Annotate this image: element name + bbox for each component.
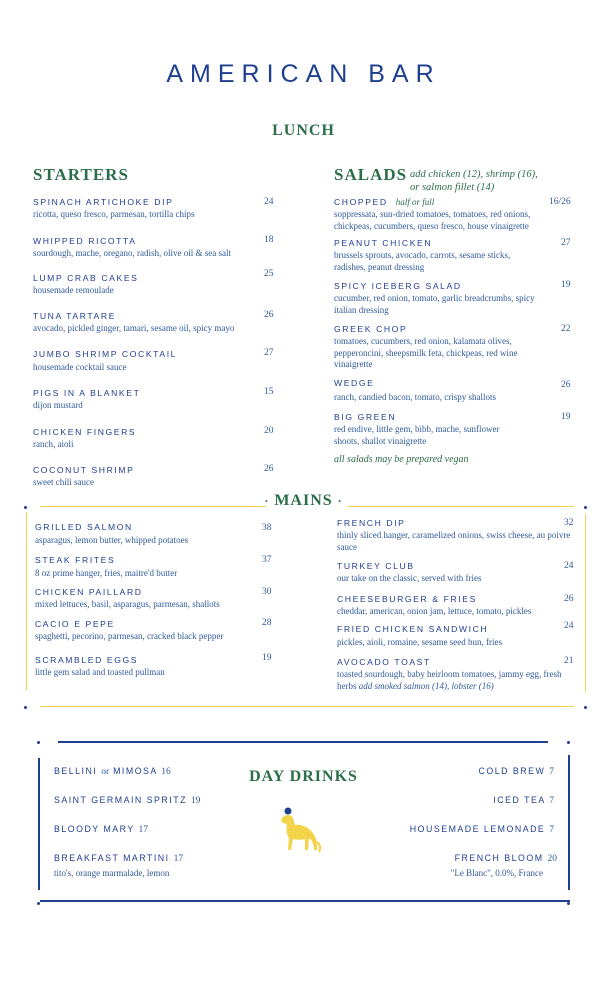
- mains-frame-bottom: [40, 706, 574, 707]
- menu-item-price: 28: [262, 618, 272, 628]
- restaurant-title: AMERICAN BAR: [166, 60, 441, 88]
- drink-name: BLOODY MARY: [54, 824, 135, 834]
- menu-item-price: 22: [561, 324, 571, 334]
- menu-item-name: FRENCH DIP: [337, 518, 406, 528]
- mains-heading-text: MAINS: [274, 492, 333, 509]
- drink-name: HOUSEMADE LEMONADE: [409, 824, 546, 834]
- drink-item: [479, 766, 554, 777]
- drink-item: [54, 766, 171, 777]
- salads-heading: SALADS: [334, 165, 408, 184]
- menu-item-name: WHIPPED RICOTTA: [33, 236, 137, 246]
- menu-item-desc: sourdough, mache, oregano, radish, olive oil & sea salt: [33, 248, 231, 258]
- menu-item-name: [334, 197, 434, 207]
- menu-item-name: WEDGE: [334, 378, 375, 388]
- drink-name: BELLINI: [54, 766, 98, 776]
- menu-item-name: AVOCADO TOAST: [337, 657, 431, 667]
- menu-item-name: TURKEY CLUB: [337, 561, 415, 571]
- lunch-heading: LUNCH: [272, 122, 335, 139]
- vegan-note: all salads may be prepared vegan: [334, 454, 469, 465]
- menu-item-price: 16/26: [549, 197, 571, 207]
- corner-dot: [567, 902, 570, 905]
- menu-item-name: PIGS IN A BLANKET: [33, 388, 141, 398]
- menu-item-price: 27: [561, 238, 571, 248]
- drink-desc: tito's, orange marmalade, lemon: [54, 868, 170, 878]
- menu-item-desc: brussels sprouts, avocado, carrots, sesame sticks, radishes, peanut dressing: [334, 250, 511, 272]
- drink-connector: or: [101, 767, 110, 777]
- mains-frame-right: [585, 514, 586, 692]
- menu-item-name: GRILLED SALMON: [35, 522, 133, 532]
- menu-item-price: 38: [262, 523, 272, 533]
- menu-item-desc: avocado, pickled ginger, tamari, sesame oil, spicy mayo: [33, 323, 235, 333]
- menu-item-name: SCRAMBLED EGGS: [35, 655, 139, 665]
- menu-item-name: PEANUT CHICKEN: [334, 238, 433, 248]
- menu-item-name: JUMBO SHRIMP COCKTAIL: [33, 349, 178, 359]
- menu-item-name: SPICY ICEBERG SALAD: [334, 281, 462, 291]
- corner-dot: [24, 706, 27, 709]
- menu-item-price: 15: [264, 387, 274, 397]
- heading-dot: ·: [337, 494, 343, 508]
- day-drinks-heading: DAY DRINKS: [249, 768, 358, 785]
- menu-item-desc: ranch, aioli: [33, 439, 74, 449]
- menu-item-name: CHICKEN FINGERS: [33, 427, 137, 437]
- menu-item-desc: 8 oz prime hanger, fries, maitre'd butter: [35, 568, 178, 578]
- drink-name: ICED TEA: [493, 795, 546, 805]
- menu-item-price: 26: [564, 594, 574, 604]
- menu-item-price: 26: [264, 464, 274, 474]
- menu-item-desc: sweet chili sauce: [33, 477, 94, 487]
- menu-item-desc: asparagus, lemon butter, whipped potatoes: [35, 535, 189, 545]
- menu-item-price: 20: [264, 426, 274, 436]
- menu-item-name: CACIO E PEPE: [35, 619, 115, 629]
- menu-item-desc: cucumber, red onion, tomato, garlic breadcrumbs, spicy italian dressing: [334, 293, 535, 315]
- drink-price: 17: [138, 825, 149, 835]
- corner-dot: [567, 741, 570, 744]
- menu-item-desc: ricotta, queso fresco, parmesan, tortilla chips: [33, 209, 195, 219]
- drink-name: MIMOSA: [113, 766, 158, 776]
- drink-price: 7: [549, 825, 554, 835]
- menu-item-price: 19: [561, 280, 571, 290]
- menu-item-price: 19: [561, 412, 571, 422]
- menu-item-name: SPINACH ARTICHOKE DIP: [33, 197, 174, 207]
- menu-item-desc: housemade remoulade: [33, 285, 114, 295]
- menu-item-desc: red endive, little gem, bibb, mache, sunflower shoots, shallot vinaigrette: [334, 424, 500, 446]
- menu-item-name-text: CHOPPED: [334, 197, 388, 207]
- menu-item-desc: dijon mustard: [33, 400, 83, 410]
- menu-item-price: 30: [262, 587, 272, 597]
- menu-item-name: LUMP CRAB CAKES: [33, 273, 139, 283]
- menu-item-desc: mixed lettuces, basil, asparagus, parmesan, shallots: [35, 599, 220, 609]
- menu-item-name: GREEK CHOP: [334, 324, 408, 334]
- drink-item: [455, 853, 557, 864]
- size-note: half or full: [395, 197, 435, 207]
- corner-dot: [37, 902, 40, 905]
- menu-item-desc: thinly sliced hanger, caramelized onions, swiss cheese, au poivre sauce: [337, 530, 571, 552]
- menu-item-price: 25: [264, 269, 274, 279]
- menu-item-desc: housemade cocktail sauce: [33, 362, 127, 372]
- drinks-frame-top: [58, 741, 548, 743]
- menu-item-desc: tomatoes, cucumbers, red onion, kalamata olives, pepperoncini, sheepsmilk feta, chickpeas, red wine vinaigrette: [334, 336, 518, 369]
- salads-addon-note: [410, 168, 560, 194]
- menu-item-name: CHICKEN PAILLARD: [35, 587, 143, 597]
- drink-name: SAINT GERMAIN SPRITZ: [54, 795, 187, 805]
- menu-item-desc: little gem salad and toasted pullman: [35, 667, 165, 677]
- drink-price: 20: [547, 854, 557, 864]
- menu-item-name: STEAK FRITES: [35, 555, 116, 565]
- menu-item-name: CHEESEBURGER & FRIES: [337, 594, 477, 604]
- menu-item-name: BIG GREEN: [334, 412, 397, 422]
- drink-item: [54, 853, 183, 864]
- menu-item-desc: pickles, aioli, romaine, sesame seed bun, fries: [337, 637, 502, 647]
- menu-item-desc: cheddar, american, onion jam, lettuce, tomato, pickles: [337, 606, 532, 616]
- menu-item-desc: spaghetti, pecorino, parmesan, cracked black pepper: [35, 631, 224, 641]
- menu-item-name: TUNA TARTARE: [33, 311, 117, 321]
- drink-item: [493, 795, 554, 806]
- drink-price: 19: [190, 796, 201, 806]
- menu-item-name: COCONUT SHRIMP: [33, 465, 135, 475]
- drink-item: [54, 795, 200, 806]
- menu-item-price: 26: [264, 310, 274, 320]
- starters-heading: STARTERS: [33, 165, 129, 184]
- drink-desc: "Le Blanc", 0.0%, France: [450, 868, 543, 878]
- drink-name: BREAKFAST MARTINI: [54, 853, 170, 863]
- menu-item-price: 24: [264, 197, 274, 207]
- drink-price: 7: [549, 767, 554, 777]
- menu-item-desc: [337, 669, 577, 692]
- menu-item-price: 19: [262, 653, 272, 663]
- mains-heading: [0, 492, 607, 510]
- menu-item-price: 24: [564, 621, 574, 631]
- menu-item-price: 24: [564, 561, 574, 571]
- menu-item-desc: soppressata, sun-dried tomatoes, tomatoes, red onions, chickpeas, cucumbers, queso fresco, house vinaigrette: [334, 209, 531, 231]
- menu-item-price: 37: [262, 555, 272, 565]
- drinks-frame-bottom: [40, 900, 570, 902]
- menu-item-name: FRIED CHICKEN SANDWICH: [337, 624, 489, 634]
- salads-addon-note-line: add chicken (12), shrimp (16),: [410, 169, 538, 180]
- menu-item-price: 18: [264, 235, 274, 245]
- drink-name: COLD BREW: [478, 766, 546, 776]
- menu-item-price: 27: [264, 348, 274, 358]
- drink-price: 7: [549, 796, 554, 806]
- menu-item-addon: add smoked salmon (14), lobster (16): [358, 680, 494, 691]
- menu-item-desc: ranch, candied bacon, tomato, crispy shallots: [334, 392, 496, 402]
- drink-price: 16: [161, 767, 171, 777]
- drink-item: [54, 824, 148, 835]
- drink-name: FRENCH BLOOM: [454, 853, 544, 863]
- greyhound-logo-icon: [276, 806, 324, 858]
- drink-price: 17: [173, 854, 184, 864]
- menu-item-desc-text: toasted sourdough, baby heirloom tomatoes, jammy egg, fresh herbs: [337, 669, 562, 691]
- drink-item: [410, 824, 554, 835]
- menu-item-desc: our take on the classic, served with fries: [337, 573, 482, 583]
- menu-item-price: 26: [561, 380, 571, 390]
- menu-item-price: 21: [564, 656, 574, 666]
- salads-addon-note-line: or salmon fillet (14): [410, 182, 495, 193]
- corner-dot: [584, 706, 587, 709]
- mains-frame-left: [26, 512, 27, 690]
- menu-item-price: 32: [564, 518, 574, 528]
- corner-dot: [37, 741, 40, 744]
- heading-dot: ·: [264, 494, 270, 508]
